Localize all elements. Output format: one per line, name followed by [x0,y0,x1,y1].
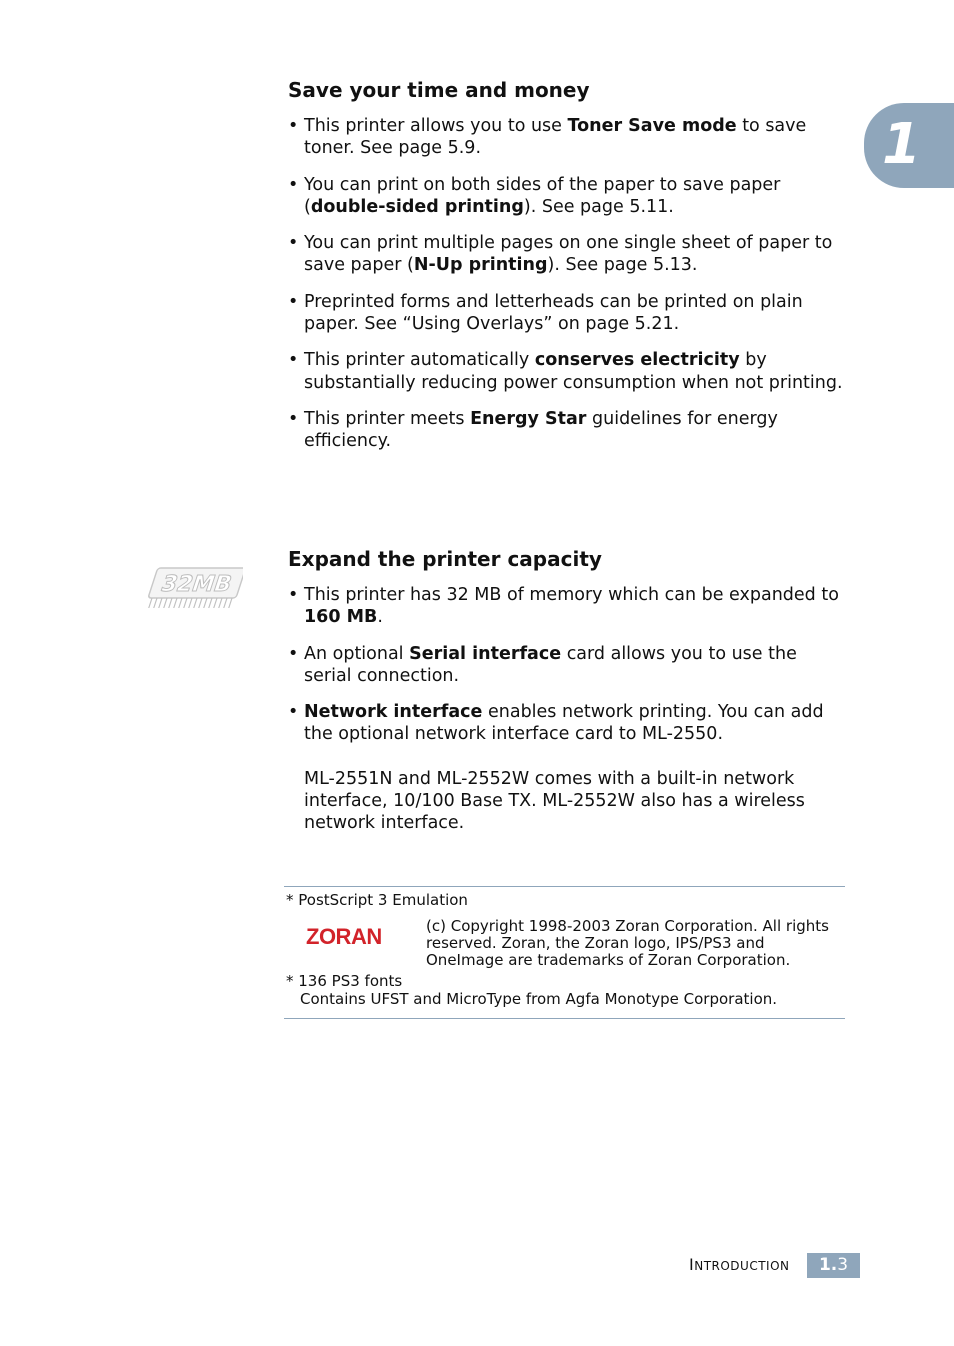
list-item: • This printer meets Energy Star guidelines for energy efficiency. [288,408,778,452]
list-item: • This printer has 32 MB of memory which can be expanded to 160 MB. [288,585,839,628]
list-item: • This printer automatically conserves electricity by substantially reducing power consumption when not printing. [288,350,843,393]
note-fonts: * 136 PS3 fonts [286,972,403,990]
zoran-logo [306,925,408,947]
memory-chip-icon [137,558,243,622]
notes-box [284,886,845,1019]
chapter-tab [864,103,954,188]
chip-label: 32MB [157,571,236,597]
section-save-time-money [288,77,848,467]
list-item: • Network interface enables network printing. You can add the optional network interface card to ML-2550. ML-2551N and ML-2552W comes with a built-in network interface, 10/100 Base TX. ML-2552W also has a wireless network interface. [288,701,848,834]
list-item-detail: ML-2551N and ML-2552W comes with a built-in network interface, 10/100 Base TX. ML-2552W also has a wireless network interface. [304,768,805,834]
section-expand-capacity [288,546,848,849]
list-item: • This printer allows you to use Toner Save mode to save toner. See page 5.9. [288,116,807,159]
section-title: Save your time and money [288,78,590,102]
footer-section-label: INTRODUCTION [689,1255,790,1274]
svg-text:ZORAN: ZORAN [306,925,382,947]
bullet-list [288,584,848,835]
list-item: • An optional Serial interface card allows you to use the serial connection. [288,643,797,686]
list-item: • Preprinted forms and letterheads can be printed on plain paper. See “Using Overlays” on page 5.21. [288,291,803,335]
bullet-list [288,115,848,453]
chapter-number: 1 [882,112,921,177]
list-item: • You can print on both sides of the paper to save paper (double-sided printing). See page 5.11. [288,174,781,217]
note-postscript: * PostScript 3 Emulation [286,891,468,909]
copyright-text: (c) Copyright 1998-2003 Zoran Corporation. All rights reserved. Zoran, the Zoran logo, IPS/PS3 and OneImage are trademarks of Zoran Corporation. [426,917,829,969]
note-fonts-detail: Contains UFST and MicroType from Agfa Monotype Corporation. [300,990,778,1008]
list-item: • You can print multiple pages on one single sheet of paper to save paper (N-Up printing). See page 5.13. [288,233,833,276]
page-number: 1.3 [807,1253,860,1278]
section-title: Expand the printer capacity [288,547,602,571]
